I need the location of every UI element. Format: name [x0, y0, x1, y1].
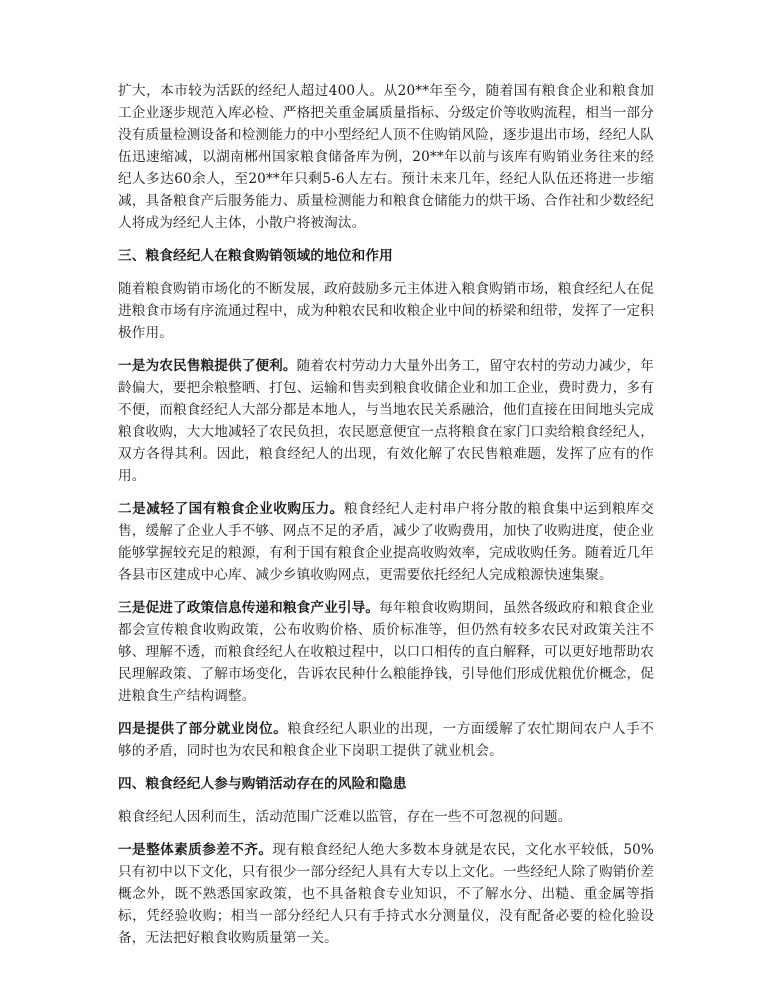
section-3-point-4	[118, 718, 654, 762]
intro-paragraph: 扩大，本市较为活跃的经纪人超过400人。从20**年至今，随着国有粮食企业和粮食加工企业逐步规范入库必检、严格把关重金属质量指标、分级定价等收购流程，相当一部分没有质量检测设备和检测能力的中小型经纪人顶不住购销风险，逐步退出市场，经纪人队伍迅速缩减，以湖南郴州国家粮食储备库为例，20**年以前与该库有购销业务往来的经纪人多达60余人，至20**年只剩5-6人左右。预计未来几年，经纪人队伍还将进一步缩减，具备粮食产后服务能力、质量检测能力和粮食仓储能力的烘干场、合作社和少数经纪人将成为经纪人主体，小散户将被淘汰。	[118, 83, 655, 231]
section-4-intro: 粮食经纪人因利而生，活动范围广泛难以监管，存在一些不可忽视的问题。	[118, 809, 572, 825]
point-body: 随着农村劳动力大量外出务工，留守农村的劳动力减少，年龄偏大，要把余粮整晒、打包、运输和售卖到粮食收储企业和加工企业，费时费力，多有不便，而粮食经纪人大部分都是本地人，与当地农民关系融洽，他们直接在田间地头完成粮食收购，大大地减轻了农民负担，农民愿意便宜一点将粮食在家门口卖给粮食经纪人，双方各得其利。因此，粮食经纪人的出现，有效化解了农民售粮难题，发挥了应有的作用。	[118, 358, 655, 484]
document-body	[118, 80, 654, 960]
section-4-point-1	[118, 839, 654, 949]
point-body: 每年粮食收购期间，虽然各级政府和粮食企业都会宣传粮食收购政策，公布收购价格、质价标准等，但仍然有较多农民对政策关注不够、理解不透，而粮食经纪人在收粮过程中，以口口相传的直白解释，可以更好地帮助农民理解政策、了解市场变化，告诉农民种什么粮能挣钱，引导他们形成优粮优价概念，促进粮食生产结构调整。	[118, 600, 655, 704]
point-lead: 二是减轻了国有粮食企业收购压力。	[118, 501, 344, 517]
point-body: 粮食经纪人职业的出现，一方面缓解了农忙期间农户人手不够的矛盾，同时也为农民和粮食企业下岗职工提供了就业机会。	[118, 721, 654, 759]
point-lead: 四是提供了部分就业岗位。	[118, 721, 288, 737]
point-lead: 三是促进了政策信息传递和粮食产业引导。	[118, 600, 380, 616]
point-lead: 一是为农民售粮提供了便利。	[118, 358, 297, 374]
section-3-intro: 随着粮食购销市场化的不断发展，政府鼓励多元主体进入粮食购销市场，粮食经纪人在促进粮食市场有序流通过程中，成为种粮农民和收粮企业中间的桥梁和纽带，发挥了一定积极作用。	[118, 281, 655, 341]
section-heading-3: 三、粮食经纪人在粮食购销领域的地位和作用	[118, 248, 393, 264]
section-3-point-1	[118, 355, 654, 487]
point-lead: 一是整体素质参差不齐。	[118, 842, 273, 858]
section-heading-4: 四、粮食经纪人参与购销活动存在的风险和隐患	[118, 776, 407, 792]
point-body: 现有粮食经纪人绝大多数本身就是农民，文化水平较低，50%只有初中以下文化，只有很少一部分经纪人具有大专以上文化。一些经纪人除了购销价差概念外，既不熟悉国家政策，也不具备粮食专业知识，不了解水分、出糙、重金属等指标，凭经验收购；相当一部分经纪人只有手持式水分测量仪，没有配备必要的检化验设备，无法把好粮食收购质量第一关。	[118, 842, 655, 946]
section-3-point-3	[118, 597, 654, 707]
section-3-point-2	[118, 498, 654, 586]
point-body: 粮食经纪人走村串户将分散的粮食集中运到粮库交售，缓解了企业人手不够、网点不足的矛盾，减少了收购费用，加快了收购进度，使企业能够掌握较充足的粮源，有利于国有粮食企业提高收购效率，完成收购任务。随着近几年各县市区建成中心库、减少乡镇收购网点，更需要依托经纪人完成粮源快速集聚。	[118, 501, 655, 583]
